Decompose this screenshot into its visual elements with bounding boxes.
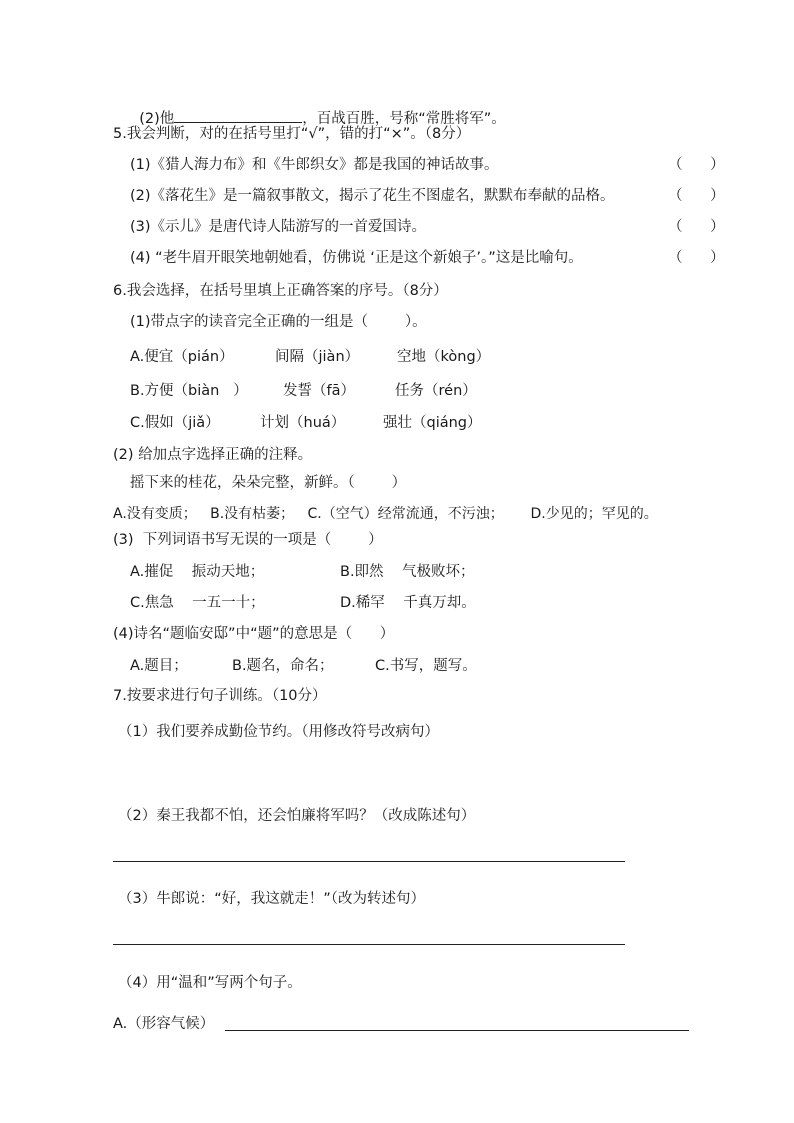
q6-2-prompt: (2) 给加点字选择正确的注释。 [113, 447, 313, 463]
q6-3-option-d: D.稀罕 千真万却。 [340, 595, 476, 611]
q5-item-1: (1)《猎人海力布》和《牛郎织女》都是我国的神话故事。 [130, 157, 499, 173]
answer-line[interactable] [113, 861, 625, 862]
q4-item-2 [130, 88, 506, 129]
q6-1-option-c-3: 强壮（qiáng） [383, 415, 482, 431]
q6-1-option-b-1: B.方便（biàn ） [130, 383, 248, 399]
q5-answer-bracket-2[interactable]: （ ） [668, 188, 725, 204]
q6-1-option-c-2: 计划（huá） [260, 415, 346, 431]
q6-4-option-b: B.题名，命名； [232, 658, 334, 674]
q7-item-3: （3）牛郎说：“好，我这就走！”（改为转述句） [118, 891, 425, 907]
q5-answer-bracket-4[interactable]: （ ） [668, 250, 725, 266]
q5-item-2: (2)《落花生》是一篇叙事散文，揭示了花生不图虚名，默默布奉献的品格。 [130, 188, 615, 204]
answer-line[interactable] [225, 1030, 689, 1031]
q7-item-1: （1）我们要养成勤俭节约。（用修改符号改病句） [118, 724, 439, 740]
q6-3-option-a: A.摧促 振动天地； [130, 564, 265, 580]
answer-blank[interactable] [174, 108, 302, 123]
q4-item-2-prefix: (2)他 [139, 111, 175, 127]
q7-4-sub-a: A.（形容气候） [113, 1016, 215, 1032]
q6-1-option-b-3: 任务（rén） [395, 383, 477, 399]
q5-answer-bracket-3[interactable]: （ ） [668, 219, 725, 235]
q5-answer-bracket-1[interactable]: （ ） [668, 157, 725, 173]
q6-2-sentence: 摇下来的桂花，朵朵完整，新鲜。（ ） [130, 475, 407, 491]
q6-1-prompt: (1)带点字的读音完全正确的一组是（ ）。 [130, 314, 427, 330]
q4-item-2-suffix: ，百战百胜，号称“常胜将军”。 [302, 111, 506, 127]
q7-item-4: （4）用“温和”写两个句子。 [118, 975, 302, 991]
q6-4-option-c: C.书写，题写。 [375, 658, 477, 674]
q5-item-4: (4) “老牛眉开眼笑地朝她看，仿佛说 ‘正是这个新娘子’。”这是比喻句。 [130, 250, 583, 266]
q6-1-option-a-1: A.便宜（pián） [130, 349, 234, 365]
q6-1-option-c-1: C.假如（jiǎ） [130, 415, 220, 431]
q6-3-prompt: (3) 下列词语书写无误的一项是（ ） [113, 532, 383, 548]
q6-1-option-a-3: 空地（kòng） [397, 349, 491, 365]
q6-3-option-b: B.即然 气极败坏； [340, 564, 475, 580]
q6-1-option-a-2: 间隔（jiàn） [275, 349, 360, 365]
q6-title: 6.我会选择，在括号里填上正确答案的序号。（8分） [113, 283, 448, 299]
q6-1-option-b-2: 发誓（fā） [283, 383, 355, 399]
q7-title: 7.按要求进行句子训练。（10分） [113, 688, 327, 704]
q6-4-prompt: (4)诗名“题临安邸”中“题”的意思是（ ） [113, 626, 395, 642]
q6-2-options: A.没有变质； B.没有枯萎； C.（空气）经常流通，不污浊； D.少见的；罕见的。 [113, 506, 658, 522]
answer-line[interactable] [113, 944, 625, 945]
q6-3-option-c: C.焦急 一五一十； [130, 595, 265, 611]
q5-item-3: (3)《示儿》是唐代诗人陆游写的一首爱国诗。 [130, 219, 427, 235]
q5-title: 5.我会判断，对的在括号里打“√”，错的打“×”。（8分） [113, 126, 471, 142]
q6-4-option-a: A.题目； [130, 658, 188, 674]
q7-item-2: （2）秦王我都不怕，还会怕廉将军吗？（改成陈述句） [118, 808, 476, 824]
